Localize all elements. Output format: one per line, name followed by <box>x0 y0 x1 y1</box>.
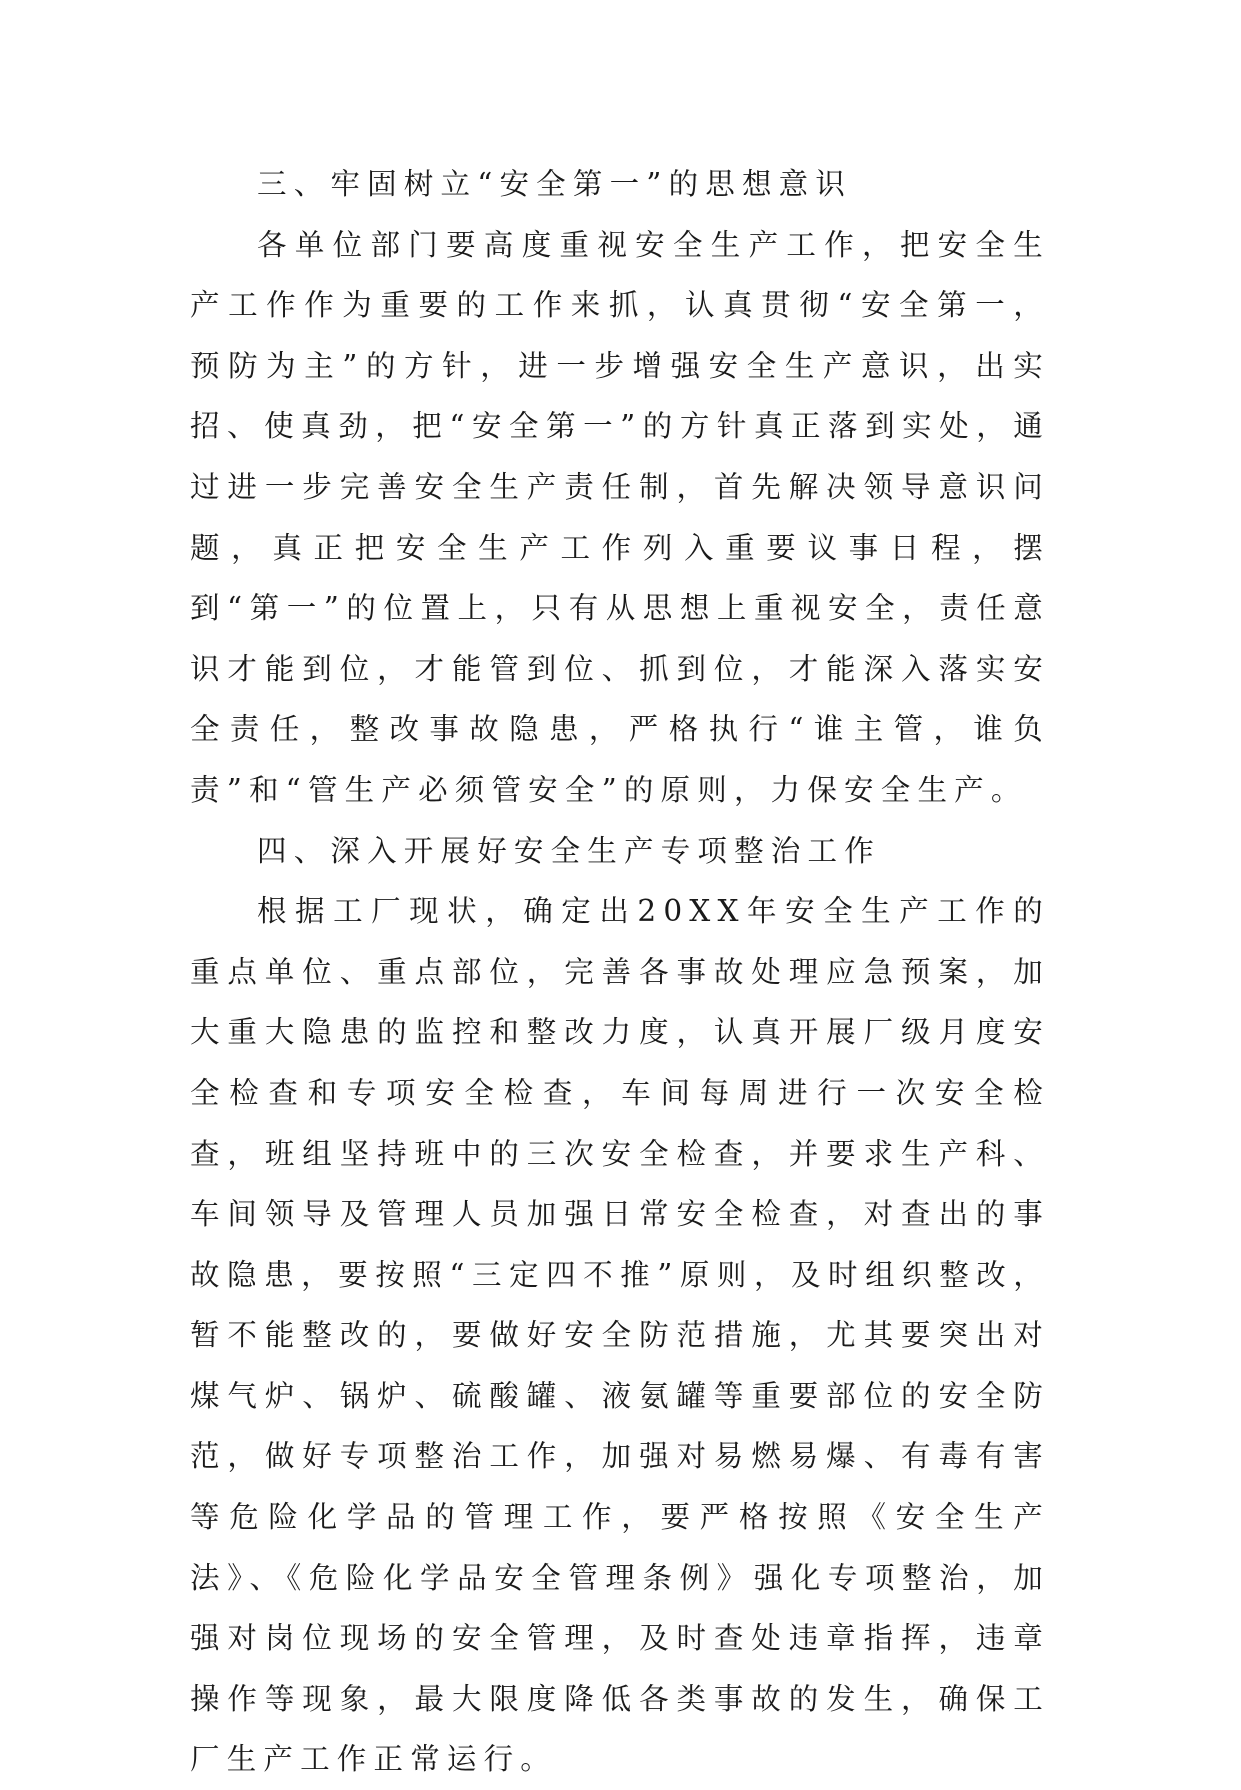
section-4-paragraph: 根据工厂现状，确定出20XX年安全生产工作的重点单位、重点部位，完善各事故处理应急预案，加大重大隐患的监控和整改力度，认真开展厂级月度安全检查和专项安全检查，车间每周进行一次安全检查，班组坚持班中的三次安全检查，并要求生产科、车间领导及管理人员加强日常安全检查，对查出的事故隐患，要按照“三定四不推”原则，及时组织整改，暂不能整改的，要做好安全防范措施，尤其要突出对煤气炉、锅炉、硫酸罐、液氨罐等重要部位的安全防范，做好专项整治工作，加强对易燃易爆、有毒有害等危险化学品的管理工作，要严格按照《安全生产法》、《危险化学品安全管理条例》强化专项整治，加强对岗位现场的安全管理，及时查处违章指挥，违章操作等现象，最大限度降低各类事故的发生，确保工厂生产工作正常运行。 <box>190 894 1050 1777</box>
document-body <box>190 154 1050 1790</box>
section-3-paragraph: 各单位部门要高度重视安全生产工作，把安全生产工作作为重要的工作来抓，认真贯彻“安全第一，预防为主”的方针，进一步增强安全生产意识，出实招、使真劲，把“安全第一”的方针真正落到实处，通过进一步完善安全生产责任制，首先解决领导意识问题，真正把安全生产工作列入重要议事日程，摆到“第一”的位置上，只有从思想上重视安全，责任意识才能到位，才能管到位、抓到位，才能深入落实安全责任，整改事故隐患，严格执行“谁主管，谁负责”和“管生产必须管安全”的原则，力保安全生产。 <box>190 227 1050 807</box>
section-3-heading: 三、牢固树立“安全第一”的思想意识 <box>257 167 853 201</box>
section-4-heading: 四、深入开展好安全生产专项整治工作 <box>257 833 881 868</box>
